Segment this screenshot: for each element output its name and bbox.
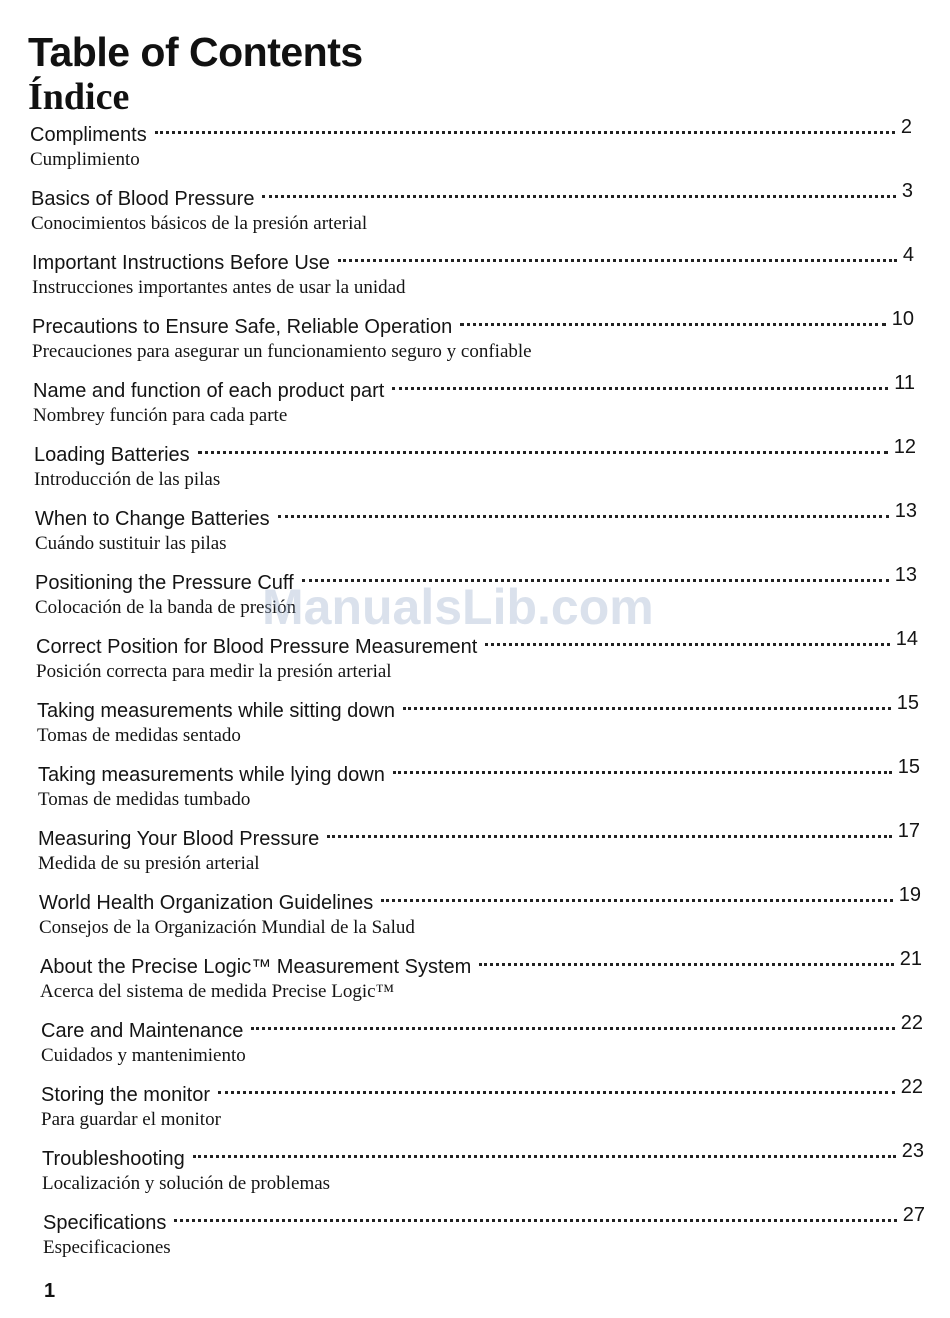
- toc-entry-subtitle: Instrucciones importantes antes de usar la unidad: [32, 277, 406, 298]
- toc-entry-title: World Health Organization Guidelines: [39, 892, 374, 914]
- toc-entry-line: [42, 1140, 924, 1172]
- toc-entry-page-number: 3: [901, 180, 913, 202]
- dot-leader: [302, 579, 889, 582]
- toc-entry-page-number: 4: [902, 244, 914, 266]
- toc-entry: [32, 244, 914, 306]
- toc-entry-title: Specifications: [43, 1212, 167, 1234]
- page-title-english: Table of Contents: [28, 29, 363, 75]
- toc-entry-subtitle: Nombrey función para cada parte: [33, 405, 288, 426]
- toc-entry-page-number: 14: [895, 628, 918, 650]
- toc-entry-line: [30, 116, 912, 148]
- toc-entry-line: [37, 692, 919, 724]
- toc-entry: [37, 692, 919, 754]
- toc-entry-page-number: 2: [900, 116, 912, 138]
- toc-entry-title: Compliments: [30, 124, 147, 146]
- page-number: 1: [44, 1280, 56, 1302]
- toc-entry-page-number: 15: [897, 756, 920, 778]
- dot-leader: [460, 323, 886, 326]
- toc-entry-line: [43, 1204, 925, 1236]
- toc-entry-page-number: 27: [902, 1204, 925, 1226]
- toc-entry-line: [35, 564, 917, 596]
- dot-leader: [338, 259, 897, 262]
- toc-entry: [35, 500, 917, 562]
- toc-entry: [38, 820, 920, 882]
- dot-leader: [155, 131, 895, 134]
- toc-entry-subtitle: Cuándo sustituir las pilas: [35, 533, 227, 554]
- toc-entry-page-number: 22: [900, 1012, 923, 1034]
- toc-entry-title: Positioning the Pressure Cuff: [35, 572, 294, 594]
- dot-leader: [403, 707, 891, 710]
- toc-entry-title: Troubleshooting: [42, 1148, 185, 1170]
- dot-leader: [174, 1219, 896, 1222]
- toc-entry-line: [38, 820, 920, 852]
- toc-entry-line: [40, 948, 922, 980]
- toc-entry-subtitle: Posición correcta para medir la presión arterial: [36, 661, 392, 682]
- toc-entry-title: Name and function of each product part: [33, 380, 385, 402]
- toc-entry-title: Measuring Your Blood Pressure: [38, 828, 320, 850]
- dot-leader: [251, 1027, 894, 1030]
- toc-entry: [41, 1076, 923, 1138]
- toc-entry-page-number: 19: [898, 884, 921, 906]
- toc-entry-page-number: 13: [894, 500, 917, 522]
- toc-entry-title: Basics of Blood Pressure: [31, 188, 255, 210]
- dot-leader: [485, 643, 889, 646]
- toc-entry-page-number: 11: [894, 372, 915, 394]
- toc-entry-page-number: 21: [899, 948, 922, 970]
- toc-entry-subtitle: Tomas de medidas sentado: [37, 725, 241, 746]
- toc-entry-line: [39, 884, 921, 916]
- dot-leader: [262, 195, 895, 198]
- toc-entry-line: [33, 372, 915, 404]
- toc-entry-subtitle: Conocimientos básicos de la presión arterial: [31, 213, 368, 234]
- toc-entry-title: When to Change Batteries: [35, 508, 270, 530]
- dot-leader: [198, 451, 888, 454]
- toc-entry: [34, 436, 916, 498]
- toc-entry-page-number: 13: [894, 564, 917, 586]
- toc-entry: [33, 372, 915, 434]
- toc-entry-title: Taking measurements while lying down: [38, 764, 385, 786]
- toc-entry-title: Care and Maintenance: [41, 1020, 244, 1042]
- toc-entry-subtitle: Especificaciones: [43, 1237, 171, 1258]
- toc-entry-subtitle: Acerca del sistema de medida Precise Logic™: [40, 981, 395, 1002]
- toc-entry-page-number: 10: [891, 308, 914, 330]
- toc-entry-subtitle: Cumplimiento: [30, 149, 140, 170]
- toc-entry-page-number: 17: [897, 820, 920, 842]
- toc-entry: [43, 1204, 925, 1266]
- toc-entry-title: Important Instructions Before Use: [32, 252, 330, 274]
- toc-entry-line: [35, 500, 917, 532]
- toc-entry-line: [41, 1076, 923, 1108]
- toc-entry: [31, 180, 913, 242]
- toc-entry-title: Storing the monitor: [41, 1084, 210, 1106]
- toc-entry-line: [36, 628, 918, 660]
- toc-entry-title: Precautions to Ensure Safe, Reliable Operation: [32, 316, 453, 338]
- toc-entry: [35, 564, 917, 626]
- toc-entry: [42, 1140, 924, 1202]
- dot-leader: [381, 899, 893, 902]
- page-title-spanish: Índice: [28, 76, 130, 118]
- watermark: ManualsLib.com: [262, 579, 654, 635]
- dot-leader: [218, 1091, 895, 1094]
- toc-entry: [40, 948, 922, 1010]
- toc-entry-line: [32, 244, 914, 276]
- toc-entry-line: [41, 1012, 923, 1044]
- dot-leader: [479, 963, 893, 966]
- toc-entry-line: [34, 436, 916, 468]
- toc-entry-title: Loading Batteries: [34, 444, 190, 466]
- toc-entry-line: [32, 308, 914, 340]
- dot-leader: [392, 387, 888, 390]
- toc-entry: [32, 308, 914, 370]
- toc-entry-subtitle: Medida de su presión arterial: [38, 853, 260, 874]
- toc-entry-title: About the Precise Logic™ Measurement System: [40, 956, 472, 978]
- toc-entry-subtitle: Consejos de la Organización Mundial de la Salud: [39, 917, 415, 938]
- dot-leader: [393, 771, 892, 774]
- toc-entry-subtitle: Localización y solución de problemas: [42, 1173, 331, 1194]
- dot-leader: [278, 515, 889, 518]
- toc-entry-page-number: 12: [893, 436, 916, 458]
- toc-entry: [38, 756, 920, 818]
- toc-entry-subtitle: Precauciones para asegurar un funcionamiento seguro y confiable: [32, 341, 532, 362]
- dot-leader: [327, 835, 891, 838]
- toc-entry-page-number: 22: [900, 1076, 923, 1098]
- toc-entry-subtitle: Para guardar el monitor: [41, 1109, 221, 1130]
- dot-leader: [193, 1155, 896, 1158]
- toc-entry-line: [38, 756, 920, 788]
- toc-entry-page-number: 15: [896, 692, 919, 714]
- toc-entry-subtitle: Introducción de las pilas: [34, 469, 221, 490]
- toc-entry-subtitle: Colocación de la banda de presión: [35, 597, 297, 618]
- toc-entry-subtitle: Cuidados y mantenimiento: [41, 1045, 246, 1066]
- toc-entry: [39, 884, 921, 946]
- toc-entry-line: [31, 180, 913, 212]
- toc-entry: [41, 1012, 923, 1074]
- toc-entry: [30, 116, 912, 178]
- toc-entry: [36, 628, 918, 690]
- toc-entry-page-number: 23: [901, 1140, 924, 1162]
- toc-entry-subtitle: Tomas de medidas tumbado: [38, 789, 251, 810]
- toc-entry-title: Taking measurements while sitting down: [37, 700, 395, 722]
- toc-entry-title: Correct Position for Blood Pressure Measurement: [36, 636, 478, 658]
